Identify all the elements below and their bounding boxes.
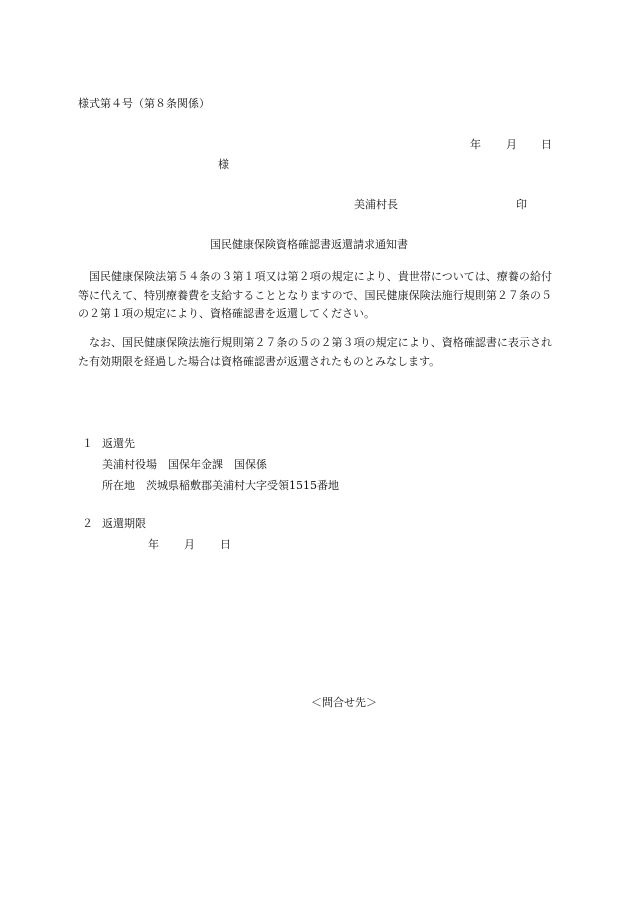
date-month: 月 xyxy=(506,138,517,151)
body-paragraph-1: 国民健康保険法第５４条の３第１項又は第２項の規定により、貴世帯については、療養の給付等に代えて、特別療養費を支給することとなりますので、国民健康保険法施行規則第２７条の５の２第１項の規定により、資格確認書を返還してください。 xyxy=(78,270,552,320)
date-day: 日 xyxy=(541,138,552,151)
document-title: 国民健康保険資格確認書返還請求通知書 xyxy=(210,238,408,251)
addressee-suffix: 様 xyxy=(218,158,229,171)
body-paragraph-2: なお、国民健康保険法施行規則第２７条の５の２第３項の規定により、資格確認書に表示された有効期限を経過した場合は資格確認書が返還されたものとみなします。 xyxy=(78,336,552,368)
section2-number: ２ xyxy=(82,517,93,530)
sender-title: 美浦村長 xyxy=(354,198,398,211)
seal-mark: 印 xyxy=(516,198,527,211)
contact-heading: ＜問合せ先＞ xyxy=(311,696,377,709)
deadline-month: 月 xyxy=(184,538,195,551)
section1-number: １ xyxy=(82,437,93,450)
deadline-year: 年 xyxy=(148,538,159,551)
section2-heading: 返還期限 xyxy=(102,517,146,530)
return-address: 所在地 茨城県稲敷郡美浦村大字受領1515番地 xyxy=(102,479,339,492)
return-office: 美浦村役場 国保年金課 国保係 xyxy=(102,458,267,471)
form-label: 様式第４号（第８条関係） xyxy=(78,97,210,110)
section1-heading: 返還先 xyxy=(102,437,135,450)
deadline-day: 日 xyxy=(220,538,231,551)
date-year: 年 xyxy=(470,138,481,151)
